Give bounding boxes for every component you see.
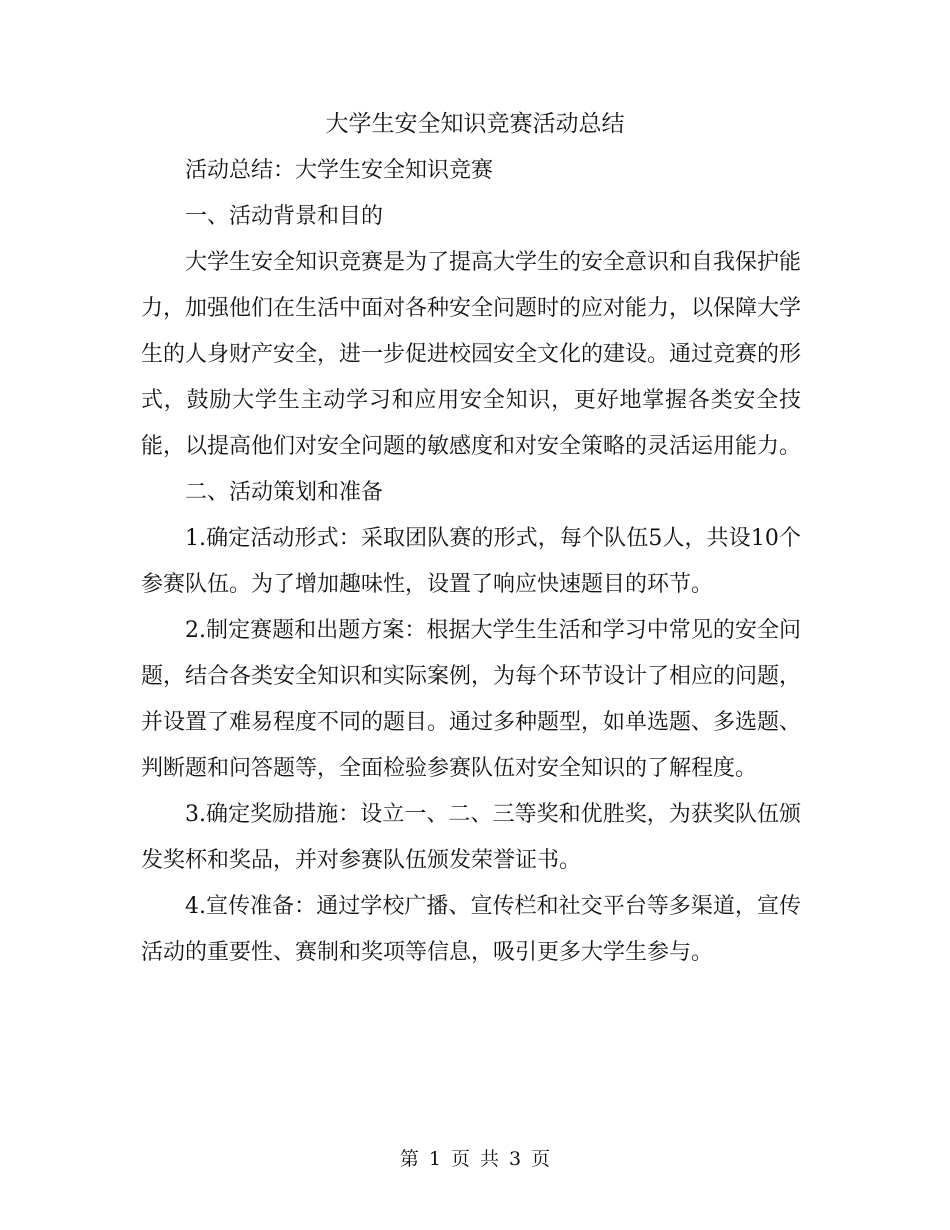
paragraph-background: 大学生安全知识竞赛是为了提高大学生的安全意识和自我保护能力，加强他们在生活中面对各种安全问题时的应对能力，以保障大学生的人身财产安全，进一步促进校园安全文化的建设。通过竞赛的形式，鼓励大学生主动学习和应用安全知识，更好地掌握各类安全技能，以提高他们对安全问题的敏感度和对安全策略的灵活运用能力。 [141,250,802,459]
section-heading-planning: 二、活动策划和准备 [185,480,384,505]
document-title: 大学生安全知识竞赛活动总结 [325,111,625,137]
list-item-publicity: 4.宣传准备：通过学校广播、宣传栏和社交平台等多渠道，宣传活动的重要性、赛制和奖项等信息，吸引更多大学生参与。 [141,894,801,965]
list-item-rewards: 3.确定奖励措施：设立一、二、三等奖和优胜奖，为获奖队伍颁发奖杯和奖品，并对参赛队伍颁发荣誉证书。 [141,802,801,873]
document-body [141,148,801,976]
page-indicator: 第 1 页 共 3 页 [399,1148,551,1170]
list-item-format: 1.确定活动形式：采取团队赛的形式，每个队伍5人，共设10个参赛队伍。为了增加趣味性，设置了响应快速题目的环节。 [141,526,801,597]
section-heading-background: 一、活动背景和目的 [185,204,384,229]
summary-heading: 活动总结：大学生安全知识竞赛 [185,158,494,183]
list-item-questions: 2.制定赛题和出题方案：根据大学生生活和学习中常见的安全问题，结合各类安全知识和实际案例，为每个环节设计了相应的问题，并设置了难易程度不同的题目。通过多种题型，如单选题、多选题、判断题和问答题等，全面检验参赛队伍对安全知识的了解程度。 [141,618,802,781]
